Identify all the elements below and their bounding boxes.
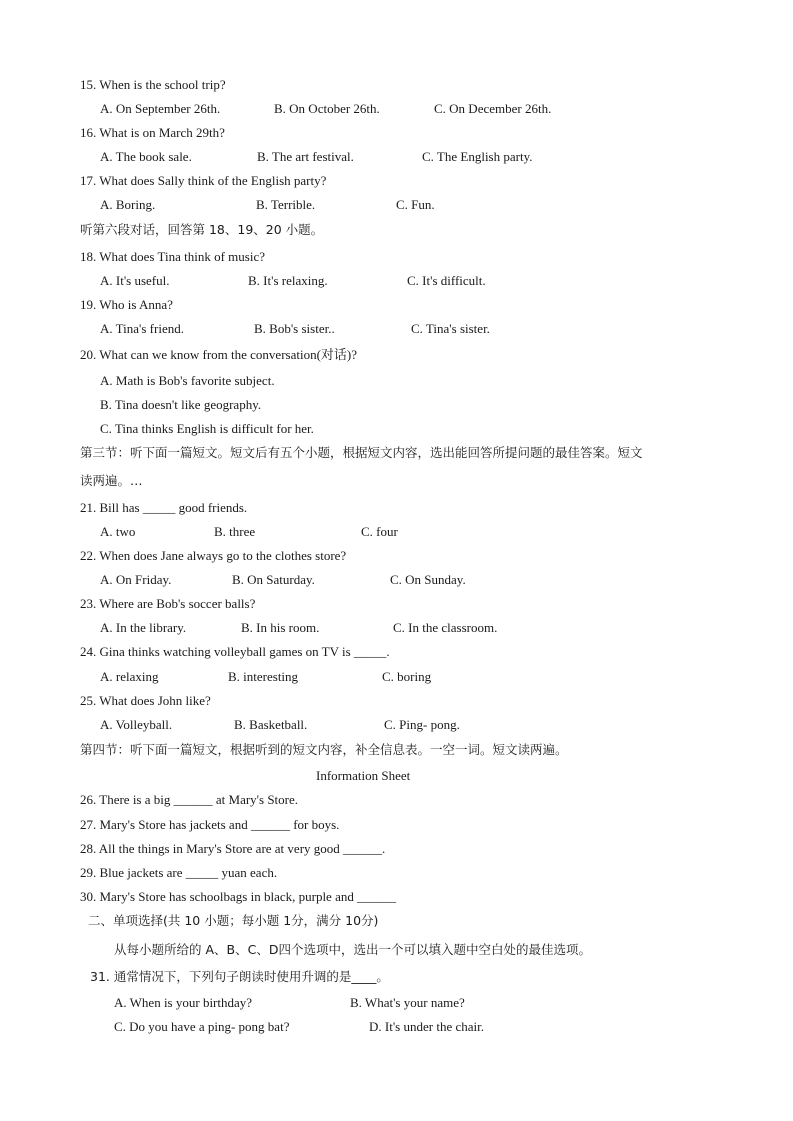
option-b: B. Bob's sister.. — [254, 321, 335, 336]
option-b: B. On Saturday. — [232, 572, 315, 587]
question-25-stem: 25. What does John like? — [80, 693, 211, 708]
option-c: C. It's difficult. — [407, 273, 486, 288]
question-20-option-b: B. Tina doesn't like geography. — [100, 397, 262, 412]
question-26: 26. There is a big ______ at Mary's Store. — [80, 792, 299, 807]
option-b: B. Basketball. — [234, 717, 308, 732]
question-21-stem: 21. Bill has _____ good friends. — [80, 500, 248, 515]
question-24-stem: 24. Gina thinks watching volleyball games on TV is _____. — [80, 644, 390, 659]
option-b: B. Terrible. — [256, 197, 316, 212]
option-a: A. On Friday. — [100, 572, 172, 587]
option-d: D. It's under the chair. — [369, 1019, 484, 1034]
option-a: A. two — [100, 524, 136, 539]
question-20-option-a: A. Math is Bob's favorite subject. — [100, 373, 275, 388]
option-c: C. Ping- pong. — [384, 717, 460, 732]
option-c: C. four — [361, 524, 398, 539]
option-b: B. three — [214, 524, 256, 539]
question-18-stem: 18. What does Tina think of music? — [80, 249, 266, 264]
question-15-stem: 15. When is the school trip? — [80, 77, 226, 92]
option-c: C. In the classroom. — [393, 620, 498, 635]
question-19-stem: 19. Who is Anna? — [80, 297, 173, 312]
option-c: C. boring — [382, 669, 432, 684]
option-b: B. What's your name? — [350, 995, 465, 1010]
option-a: A. On September 26th. — [100, 101, 221, 116]
option-a: A. Boring. — [100, 197, 156, 212]
question-16-stem: 16. What is on March 29th? — [80, 125, 225, 140]
option-a: A. The book sale. — [100, 149, 192, 164]
question-20-stem: 20. What can we know from the conversation(对话)? — [80, 347, 358, 362]
part-2-title: 二、单项选择(共 10 小题；每小题 1分，满分 10分) — [88, 913, 379, 928]
part-2-instruction: 从每小题所给的 A、B、C、D四个选项中，选出一个可以填入题中空白处的最佳选项。 — [114, 942, 591, 957]
option-c: C. Fun. — [396, 197, 435, 212]
question-30: 30. Mary's Store has schoolbags in black, purple and ______ — [80, 889, 397, 904]
option-a: A. relaxing — [100, 669, 159, 684]
option-b: B. It's relaxing. — [248, 273, 328, 288]
option-a: A. Tina's friend. — [100, 321, 184, 336]
option-a: A. In the library. — [100, 620, 187, 635]
option-c: C. The English party. — [422, 149, 533, 164]
question-27: 27. Mary's Store has jackets and ______ for boys. — [80, 817, 340, 832]
option-b: B. interesting — [228, 669, 299, 684]
question-20-option-c: C. Tina thinks English is difficult for her. — [100, 421, 314, 436]
question-22-stem: 22. When does Jane always go to the clothes store? — [80, 548, 347, 563]
question-31-stem: 31. 通常情况下，下列句子朗读时使用升调的是____。 — [90, 969, 389, 984]
question-17-stem: 17. What does Sally think of the English party? — [80, 173, 327, 188]
option-b: B. On October 26th. — [274, 101, 380, 116]
option-b: B. The art festival. — [257, 149, 354, 164]
option-b: B. In his room. — [241, 620, 320, 635]
option-a: A. When is your birthday? — [114, 995, 253, 1010]
question-28: 28. All the things in Mary's Store are at very good ______. — [80, 841, 386, 856]
question-23-stem: 23. Where are Bob's soccer balls? — [80, 596, 256, 611]
option-a: A. Volleyball. — [100, 717, 173, 732]
option-c: C. Tina's sister. — [411, 321, 490, 336]
option-c: C. On December 26th. — [434, 101, 552, 116]
part-3-instruction-line-1: 第三节：听下面一篇短文。短文后有五个小题，根据短文内容，选出能回答所提问题的最佳答案。短文 — [80, 445, 643, 460]
part-4-instruction: 第四节：听下面一篇短文，根据听到的短文内容，补全信息表。一空一词。短文读两遍。 — [80, 742, 568, 757]
option-c: C. Do you have a ping- pong bat? — [114, 1019, 290, 1034]
option-a: A. It's useful. — [100, 273, 170, 288]
part-3-instruction-line-2: 读两遍。… — [80, 473, 143, 488]
information-sheet-title: Information Sheet — [316, 768, 411, 783]
option-c: C. On Sunday. — [390, 572, 466, 587]
question-29: 29. Blue jackets are _____ yuan each. — [80, 865, 278, 880]
dialogue-6-instruction: 听第六段对话，回答第 18、19、20 小题。 — [80, 222, 324, 237]
